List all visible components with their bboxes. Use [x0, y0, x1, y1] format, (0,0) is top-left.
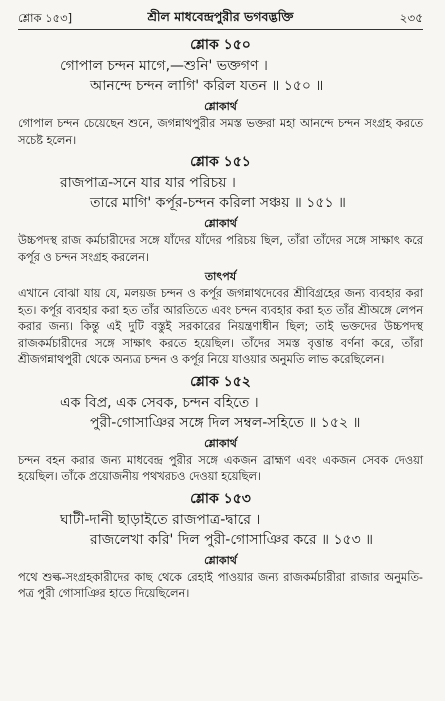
verse-text [18, 173, 423, 213]
verse-line: রাজপাত্র-সনে যার যার পরিচয় । [60, 175, 236, 191]
verse-line: রাজলেখা করি' দিল পুরী-গোসাঞির করে ॥ ১৫৩ ॥ [90, 531, 374, 548]
purport-text: এখানে বোঝা যায় যে, মলয়জ চন্দন ও কর্পূর জগন্নাথদেবের শ্রীবিগ্রহের জন্য ব্যবহার করা হত। কর্পূর ব্যবহার করা হত তাঁর আরতিতে এবং চন্দন ব্যবহার করা হত তাঁর শ্রীঅঙ্গে লেপন করার জন্য। কিন্তু এই দুটি বস্তুই সরকারের নিয়ন্ত্রণাধীন ছিল; তাই ভক্তদের উচ্চপদস্থ রাজকর্মচারীদের সঙ্গে সাক্ষাৎ করতে হয়েছিল। তাঁদের সমস্ত বৃত্তান্ত বর্ণনা করে, তাঁরা শ্রীজগন্নাথপুরী থেকে অন্যত্র চন্দন ও কর্পূর নিয়ে যাওয়ার অনুমতি লাভ করেছিলেন। [18, 287, 423, 366]
verse-line: গোপাল চন্দন মাগে,—শুনি' ভক্তগণ । [60, 58, 268, 74]
verse-line: এক বিপ্র, এক সেবক, চন্দন বহিতে । [60, 394, 259, 411]
translation-heading: শ্লোকার্থ [204, 436, 237, 450]
translation-text: উচ্চপদস্থ রাজ কর্মচারীদের সঙ্গে যাঁদের যাঁদের পরিচয় ছিল, তাঁরা তাঁদের সঙ্গে সাক্ষাৎ করে কর্পূর ও চন্দন সংগ্রহ করলেন। [18, 234, 423, 264]
verse-text [18, 56, 423, 96]
verse-block-153 [18, 490, 423, 603]
translation-text: পথে শুল্ক-সংগ্রহকারীদের কাছ থেকে রেহাই পাওয়ার জন্য রাজকর্মচারীরা রাজার অনুমতি-পত্র পুরী গোসাঞির হাতে দিয়েছিলেন। [18, 570, 423, 600]
translation-heading: শ্লোকার্থ [204, 100, 237, 113]
page-number: ২৩৫ [399, 11, 423, 25]
verse-text [18, 393, 423, 433]
header-verse-range: শ্লোক ১৫৩] [18, 11, 73, 25]
verse-line: ঘাটী-দানী ছাড়াইতে রাজপাত্র-দ্বারে । [60, 511, 261, 528]
running-title: শ্রীল মাধবেন্দ্রপুরীর ভগবদ্ভক্তি [147, 9, 294, 24]
page-content [18, 36, 423, 603]
verse-block-151 [18, 153, 423, 369]
verse-block-152 [18, 373, 423, 486]
header-rule [18, 29, 423, 30]
verse-number: শ্লোক ১৫৩ [190, 490, 251, 507]
verse-number: শ্লোক ১৫০ [190, 37, 251, 53]
verse-block-150 [18, 36, 423, 149]
verse-number: শ্লোক ১৫১ [190, 154, 251, 170]
translation-text: গোপাল চন্দন চেয়েছেন শুনে, জগন্নাথপুরীর সমস্ত ভক্তরা মহা আনন্দে চন্দন সংগ্রহ করতে সচেষ্ট হলেন। [18, 117, 423, 147]
page-header [18, 8, 423, 28]
translation-heading: শ্লোকার্থ [204, 553, 237, 567]
verse-line: পুরী-গোসাঞির সঙ্গে দিল সম্বল-সহিতে ॥ ১৫২ ॥ [90, 414, 361, 431]
verse-number: শ্লোক ১৫২ [190, 373, 251, 390]
translation-text: চন্দন বহন করার জন্য মাধবেন্দ্র পুরীর সঙ্গে একজন ব্রাহ্মণ এবং একজন সেবক দেওয়া হয়েছিল। তাঁকে প্রয়োজনীয় পথখরচও দেওয়া হয়েছিল। [18, 453, 423, 483]
purport-heading: তাৎপর্য [204, 270, 237, 283]
verse-line: আনন্দে চন্দন লাগি' করিল যতন ॥ ১৫০ ॥ [90, 78, 324, 94]
verse-text [18, 510, 423, 550]
translation-heading: শ্লোকার্থ [204, 217, 237, 230]
verse-line: তারে মাগি' কর্পূর-চন্দন করিলা সঞ্চয় ॥ ১৫১ ॥ [90, 195, 346, 211]
